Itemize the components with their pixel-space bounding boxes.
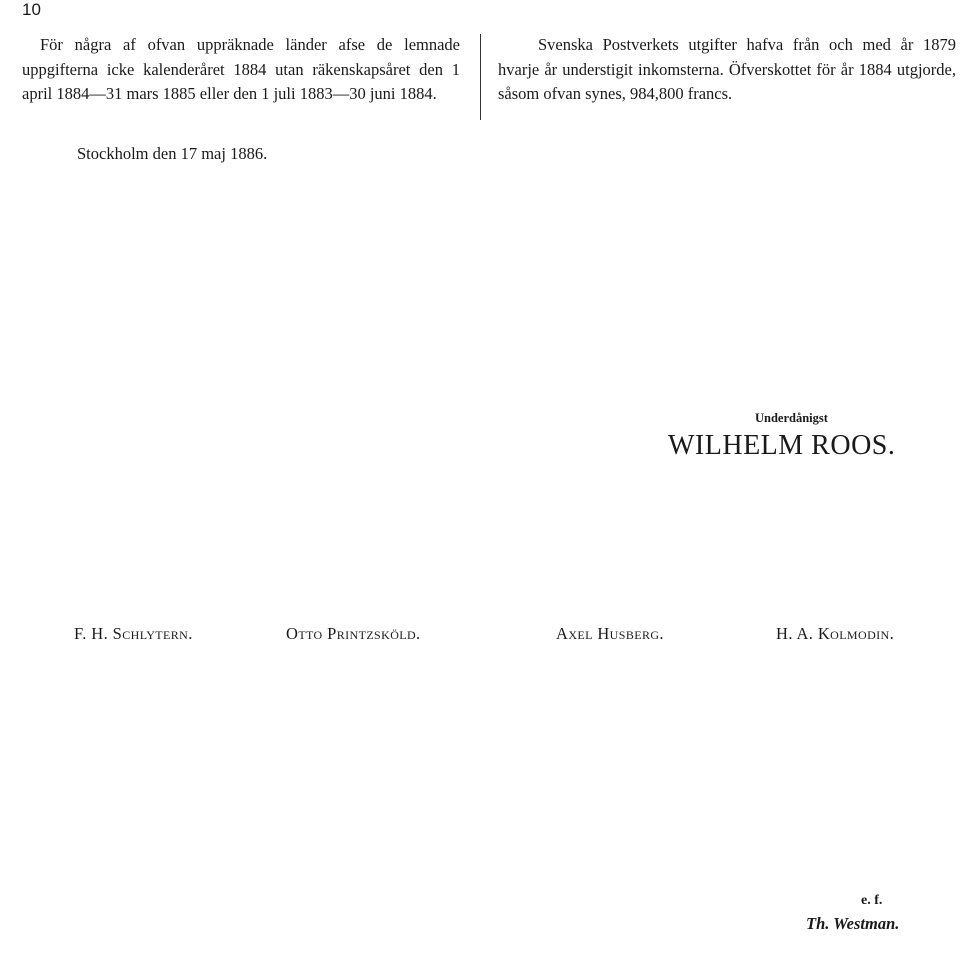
closing-phrase: Underdånigst bbox=[755, 411, 828, 425]
left-paragraph: För några af ofvan uppräknade länder afse de lemnade uppgifterna icke kalenderåret 1884 utan räkenskapsåret den 1 april 1884—31 mars 1885 eller den 1 juli 1883—30 juni 1884. bbox=[22, 35, 460, 103]
place-date: Stockholm den 17 maj 1886. bbox=[77, 144, 268, 163]
left-column bbox=[22, 33, 460, 107]
cosigner-name: Axel Husberg. bbox=[556, 624, 664, 643]
countersigner: Th. Westman. bbox=[806, 914, 900, 933]
right-column bbox=[498, 33, 956, 107]
cosigner-name: H. A. Kolmodin. bbox=[776, 624, 895, 643]
main-signer: WILHELM ROOS. bbox=[668, 430, 896, 461]
ef-abbreviation: e. f. bbox=[861, 893, 883, 908]
right-paragraph: Svenska Postverkets utgifter hafva från och med år 1879 hvarje år understigit inkomsterna. Öfverskottet för år 1884 utgjorde, såsom ofvan synes, 984,800 francs. bbox=[498, 35, 956, 103]
column-divider bbox=[480, 34, 481, 120]
page-number: 10 bbox=[22, 0, 41, 19]
cosigner-name: Otto Printzsköld. bbox=[286, 624, 421, 643]
cosigner-name: F. H. Schlytern. bbox=[74, 624, 193, 643]
